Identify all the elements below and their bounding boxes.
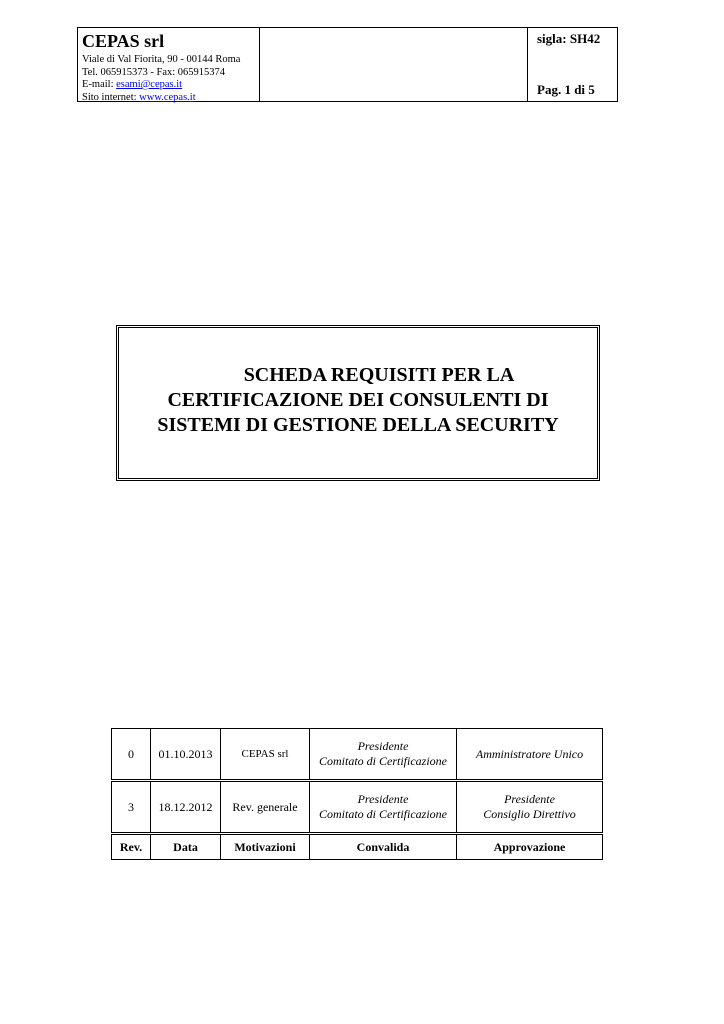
title-line-2: CERTIFICAZIONE DEI CONSULENTI DI: [167, 388, 549, 411]
document-header: [77, 27, 618, 102]
company-address: Viale di Val Fiorita, 90 - 00144 Roma: [82, 54, 241, 65]
validation-cell: [310, 729, 457, 781]
rev-cell: 3: [112, 781, 151, 834]
document-code: sigla: SH42: [537, 31, 601, 46]
company-email-line: [82, 79, 255, 92]
table-header-row: [112, 834, 603, 860]
email-label: E-mail:: [82, 79, 114, 90]
company-website-line: [82, 92, 255, 105]
motivation-cell: CEPAS srl: [221, 729, 310, 781]
document-code-cell: [528, 28, 617, 101]
title-box: [116, 325, 600, 481]
date-cell: 18.12.2012: [151, 781, 221, 834]
header-middle-cell: [260, 28, 528, 101]
rev-cell: 0: [112, 729, 151, 781]
header-validation: Convalida: [310, 834, 457, 860]
validation-line-2: Comitato di Certificazione: [319, 754, 447, 768]
website-label: Sito internet:: [82, 91, 137, 103]
approval-cell: [457, 781, 603, 834]
title-line-3: SISTEMI DI GESTIONE DELLA SECURITY: [157, 413, 559, 436]
motivation-cell: Rev. generale: [221, 781, 310, 834]
approval-line-1: Presidente: [504, 792, 555, 806]
header-rev: Rev.: [112, 834, 151, 860]
validation-line-1: Presidente: [357, 792, 409, 806]
approval-cell: [457, 729, 603, 781]
company-info: [78, 28, 260, 101]
company-phone-fax: Tel. 065915373 - Fax: 065915374: [82, 66, 226, 78]
header-approval: Approvazione: [457, 834, 603, 860]
validation-line-1: Presidente: [357, 739, 409, 753]
table-row: [112, 729, 603, 781]
email-link[interactable]: esami@cepas.it: [116, 79, 183, 90]
header-motivation: Motivazioni: [221, 834, 310, 860]
page-number: Pag. 1 di 5: [537, 82, 595, 97]
table-row: [112, 781, 603, 834]
validation-line-2: Comitato di Certificazione: [319, 807, 447, 821]
approval-line-2: Consiglio Direttivo: [483, 807, 576, 821]
approval-line-1: Amministratore Unico: [475, 746, 584, 761]
title-line-1: SCHEDA REQUISITI PER LA: [243, 363, 515, 386]
website-link[interactable]: www.cepas.it: [139, 91, 196, 103]
validation-cell: [310, 781, 457, 834]
header-date: Data: [151, 834, 221, 860]
date-cell: 01.10.2013: [151, 729, 221, 781]
document-title: [138, 363, 578, 438]
company-name: CEPAS srl: [82, 31, 165, 51]
revision-table: [111, 728, 603, 860]
